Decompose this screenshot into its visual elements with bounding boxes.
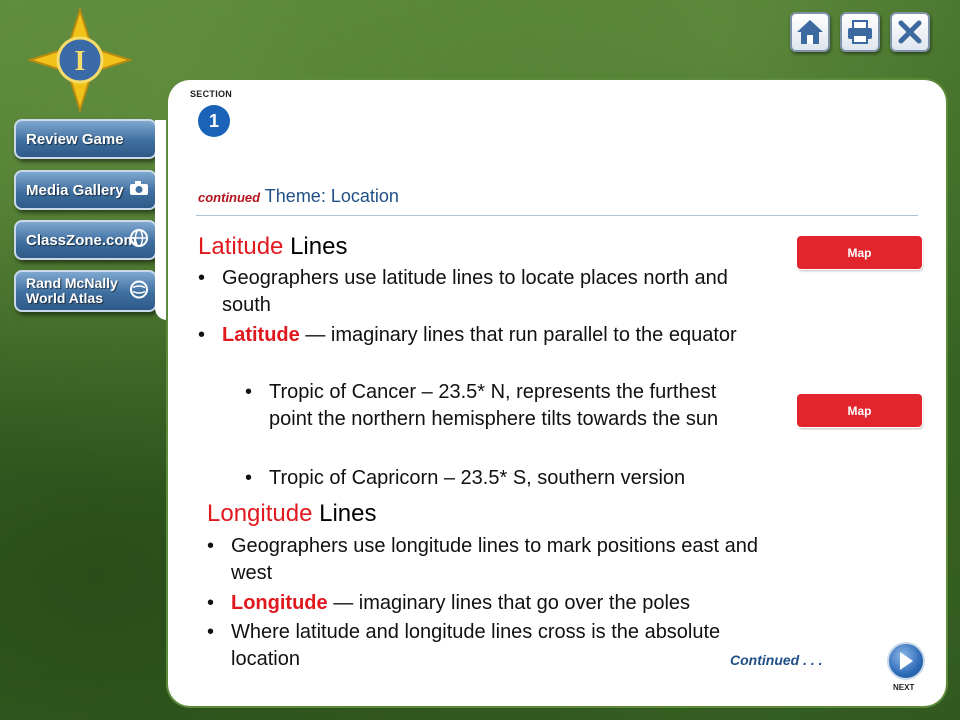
divider (196, 215, 918, 216)
latitude-heading-term: Latitude (198, 233, 284, 260)
next-label: NEXT (893, 683, 915, 692)
latitude-heading-rest: Lines (283, 233, 348, 260)
bullet-marker: • (198, 267, 206, 289)
continued-label: Continued . . . (730, 652, 823, 668)
home-icon (795, 18, 825, 46)
bullet-text: Geographers use latitude lines to locate places north and south (222, 267, 728, 316)
list-item (198, 322, 778, 349)
home-button[interactable] (790, 12, 830, 52)
bullet-text: Tropic of Capricorn – 23.5* S, southern version (269, 467, 686, 489)
list-item (207, 533, 782, 587)
close-button[interactable] (890, 12, 930, 52)
chapter-logo (20, 8, 140, 113)
bullet-text (207, 590, 797, 617)
theme-heading (198, 186, 399, 207)
bullet-marker: • (207, 592, 215, 614)
camera-icon (129, 180, 149, 200)
atlas-label-line1: Rand McNally (26, 275, 118, 291)
review-game-button[interactable] (14, 119, 157, 159)
latitude-heading (198, 233, 347, 261)
next-button[interactable] (887, 642, 925, 680)
bullet-marker: • (207, 535, 215, 557)
bullet-marker: • (207, 621, 215, 643)
play-arrow-icon (898, 651, 914, 671)
list-item (245, 379, 765, 433)
close-icon (896, 18, 924, 46)
list-item (207, 590, 797, 617)
print-button[interactable] (840, 12, 880, 52)
section-number-badge: 1 (198, 105, 230, 137)
logo-numeral: I (74, 46, 86, 77)
definition-longitude: — imaginary lines that go over the poles (327, 592, 691, 614)
classzone-label: ClassZone.com (26, 231, 137, 249)
map-button[interactable]: Map (797, 394, 922, 427)
term-latitude: Latitude (222, 324, 300, 346)
globe-cursor-icon (129, 228, 149, 252)
bullet-text (198, 322, 778, 349)
media-gallery-button[interactable] (14, 170, 157, 210)
longitude-heading-term: Longitude (207, 500, 313, 527)
atlas-label-line2: World Atlas (26, 290, 104, 306)
classzone-button[interactable] (14, 220, 157, 260)
theme-text: Theme: Location (264, 186, 399, 206)
bullet-text: Tropic of Cancer – 23.5* N, represents the furthest point the northern hemisphere tilts towards the sun (269, 381, 719, 430)
longitude-heading-rest: Lines (312, 500, 377, 527)
theme-continued-label: continued (198, 190, 261, 205)
longitude-heading (207, 500, 376, 528)
bullet-text: Geographers use longitude lines to mark positions east and west (231, 535, 758, 584)
bullet-marker: • (198, 324, 206, 346)
media-gallery-label: Media Gallery (26, 181, 124, 199)
definition-latitude: — imaginary lines that run parallel to the equator (299, 324, 737, 346)
list-item (198, 265, 758, 319)
list-item (207, 619, 782, 673)
section-label: SECTION (190, 89, 233, 99)
map-button[interactable]: Map (797, 236, 922, 269)
term-longitude: Longitude (231, 592, 328, 614)
world-atlas-button[interactable] (14, 270, 157, 312)
printer-icon (845, 18, 875, 46)
review-game-label: Review Game (26, 130, 124, 148)
bullet-marker: • (245, 381, 253, 403)
bullet-marker: • (245, 467, 253, 489)
bullet-text: Where latitude and longitude lines cross is the absolute location (231, 621, 721, 670)
globe-icon (129, 280, 149, 303)
list-item (245, 465, 785, 492)
